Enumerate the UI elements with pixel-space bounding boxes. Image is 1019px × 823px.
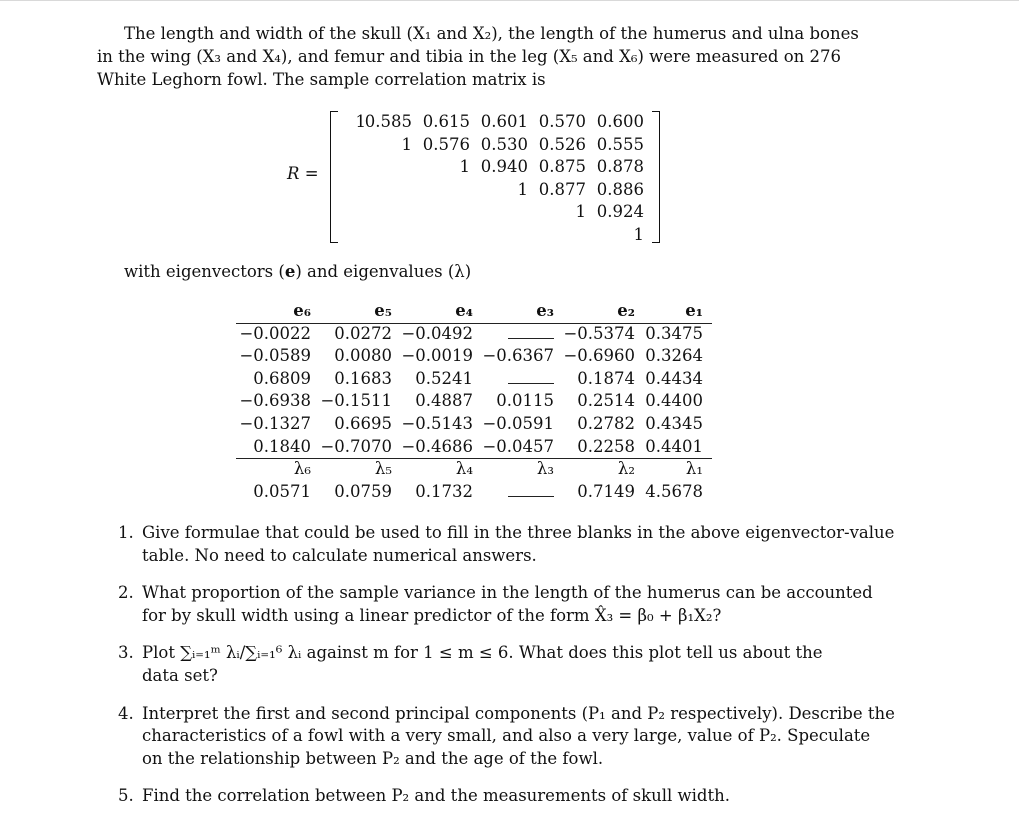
table-cell: 0.4400 — [645, 391, 703, 411]
matrix-cell: 1 — [401, 134, 412, 154]
matrix-row — [330, 225, 660, 247]
table-row — [236, 391, 712, 414]
table-cell: −0.6960 — [563, 346, 635, 366]
matrix-cell: 0.526 — [538, 134, 586, 154]
table-row — [236, 414, 712, 437]
table-cell: 0.0272 — [334, 323, 392, 343]
table-cell: 0.2782 — [577, 413, 635, 433]
matrix-row — [330, 157, 660, 179]
table-cell: −0.6367 — [482, 346, 554, 366]
table-cell: λ₅ — [374, 459, 392, 479]
blank-entry — [508, 369, 554, 388]
table-cell: 0.1840 — [253, 436, 311, 456]
matrix-cell: 1 — [575, 202, 586, 222]
column-header: e₂ — [617, 301, 635, 320]
question-line: What proportion of the sample variance in the length of the humerus can be accounted — [142, 583, 873, 603]
matrix-cell: 0.555 — [596, 134, 644, 154]
question-number: 5. — [118, 786, 134, 806]
matrix-cell: 0.570 — [538, 112, 586, 131]
table-cell: 0.0080 — [334, 346, 392, 366]
table-row — [236, 437, 712, 460]
matrix-cell: 1 — [355, 112, 366, 131]
table-cell: 0.6809 — [253, 368, 311, 388]
table-cell: λ₃ — [536, 459, 554, 479]
blank-entry — [508, 482, 554, 501]
eigenvector-header-row — [236, 301, 712, 324]
table-cell: 0.0115 — [496, 391, 554, 411]
question-line: on the relationship between P₂ and the age of the fowl. — [142, 748, 604, 768]
matrix-row — [330, 180, 660, 202]
table-cell: −0.4686 — [401, 436, 473, 456]
eigenvalue-row — [236, 482, 712, 505]
column-header: e₃ — [536, 301, 554, 320]
matrix-cell: 1 — [633, 225, 644, 244]
table-cell: 0.4434 — [645, 368, 703, 388]
column-header: e₁ — [685, 301, 703, 320]
question-line: data set? — [142, 665, 218, 685]
eigenvalue-header-row — [236, 459, 712, 482]
table-cell: λ₁ — [685, 459, 703, 479]
table-cell: −0.0457 — [482, 436, 554, 456]
question-item — [118, 522, 895, 567]
table-cell: −0.1511 — [320, 391, 392, 411]
question-line: Find the correlation between P₂ and the measurements of skull width. — [142, 786, 730, 806]
question-item — [118, 703, 895, 771]
question-number: 1. — [118, 523, 134, 542]
table-cell: 0.5241 — [415, 368, 473, 388]
column-header: e₅ — [374, 301, 392, 320]
matrix-cell: 0.600 — [596, 112, 644, 131]
table-cell: −0.0589 — [239, 346, 311, 366]
table-cell: 0.1874 — [577, 368, 635, 388]
intro-line-2: in the wing (X₃ and X₄), and femur and tibia in the leg (X₅ and X₆) were measured on 276 — [97, 47, 842, 66]
table-cell: 0.4345 — [645, 413, 703, 433]
table-cell: 0.2258 — [577, 436, 635, 456]
correlation-matrix — [330, 111, 660, 244]
table-cell: −0.5374 — [563, 323, 635, 343]
matrix-cell: 0.940 — [480, 157, 528, 177]
table-row — [236, 324, 712, 347]
table-cell: 0.3264 — [645, 346, 703, 366]
table-cell: 0.3475 — [645, 323, 703, 343]
table-cell: −0.0591 — [482, 413, 554, 433]
table-cell: λ₄ — [455, 459, 473, 479]
question-item — [118, 642, 858, 687]
matrix-cell: 0.886 — [596, 179, 644, 199]
question-line: Interpret the first and second principal components (P₁ and P₂ respectively). Describe the — [142, 703, 895, 723]
matrix-cell: 0.875 — [538, 157, 586, 177]
table-cell: λ₆ — [293, 459, 311, 479]
table-cell: −0.0022 — [239, 323, 311, 343]
blank-entry — [508, 324, 554, 343]
matrix-cell: 0.924 — [596, 202, 644, 222]
page-top-border — [0, 0, 1019, 1]
matrix-cell: 0.878 — [596, 157, 644, 177]
question-item — [118, 582, 873, 627]
table-cell: 0.1732 — [415, 481, 473, 501]
table-cell: −0.1327 — [239, 413, 311, 433]
table-cell: 0.4887 — [415, 391, 473, 411]
question-line: table. No need to calculate numerical answers. — [142, 545, 537, 565]
matrix-cell: 0.585 — [364, 112, 412, 131]
matrix-row — [330, 135, 660, 157]
intro-line-3: White Leghorn fowl. The sample correlation matrix is — [97, 70, 546, 89]
question-list — [118, 522, 895, 823]
table-cell: 0.7149 — [577, 481, 635, 501]
table-row — [236, 369, 712, 392]
table-cell: 0.0571 — [253, 481, 311, 501]
table-row — [236, 346, 712, 369]
table-cell: −0.7070 — [320, 436, 392, 456]
table-cell: 0.4401 — [645, 436, 703, 456]
question-number: 2. — [118, 583, 134, 603]
table-cell: 0.2514 — [577, 391, 635, 411]
intro-paragraph — [97, 22, 857, 91]
matrix-cell: 0.601 — [480, 112, 528, 131]
table-cell: 0.1683 — [334, 368, 392, 388]
matrix-cell: 1 — [459, 157, 470, 177]
eigen-table — [236, 301, 712, 504]
question-line: characteristics of a fowl with a very small, and also a very large, value of P₂. Speculate — [142, 726, 871, 746]
matrix-row — [330, 112, 660, 134]
matrix-cell: 0.530 — [480, 134, 528, 154]
question-line: Plot ∑ᵢ₌₁ᵐ λᵢ/∑ᵢ₌₁⁶ λᵢ against m for 1 ≤ m ≤ 6. What does this plot tell us about the — [142, 643, 823, 663]
table-cell: −0.6938 — [239, 391, 311, 411]
table-cell: −0.0492 — [401, 323, 473, 343]
matrix-label: R = — [287, 164, 319, 183]
table-cell: 4.5678 — [645, 481, 703, 501]
matrix-row — [330, 202, 660, 224]
matrix-cell: 0.877 — [538, 179, 586, 199]
table-cell: 0.0759 — [334, 481, 392, 501]
matrix-cell: 0.615 — [422, 112, 470, 131]
question-line: for by skull width using a linear predictor of the form X̂₃ = β₀ + β₁X₂? — [142, 605, 722, 625]
table-cell: −0.5143 — [401, 413, 473, 433]
table-cell: 0.6695 — [334, 413, 392, 433]
matrix-cell: 1 — [517, 179, 528, 199]
question-number: 3. — [118, 643, 134, 663]
column-header: e₄ — [455, 301, 473, 320]
question-line: Give formulae that could be used to fill in the three blanks in the above eigenvector-value — [142, 523, 895, 542]
question-number: 4. — [118, 703, 134, 723]
intro-line-1: The length and width of the skull (X₁ and X₂), the length of the humerus and ulna bones — [124, 24, 859, 43]
matrix-cell: 0.576 — [422, 134, 470, 154]
table-cell: −0.0019 — [401, 346, 473, 366]
column-header: e₆ — [293, 301, 311, 320]
table-cell: λ₂ — [617, 459, 635, 479]
question-item — [118, 785, 858, 808]
eigen-intro-line: with eigenvectors (e) and eigenvalues (λ) — [124, 262, 472, 281]
